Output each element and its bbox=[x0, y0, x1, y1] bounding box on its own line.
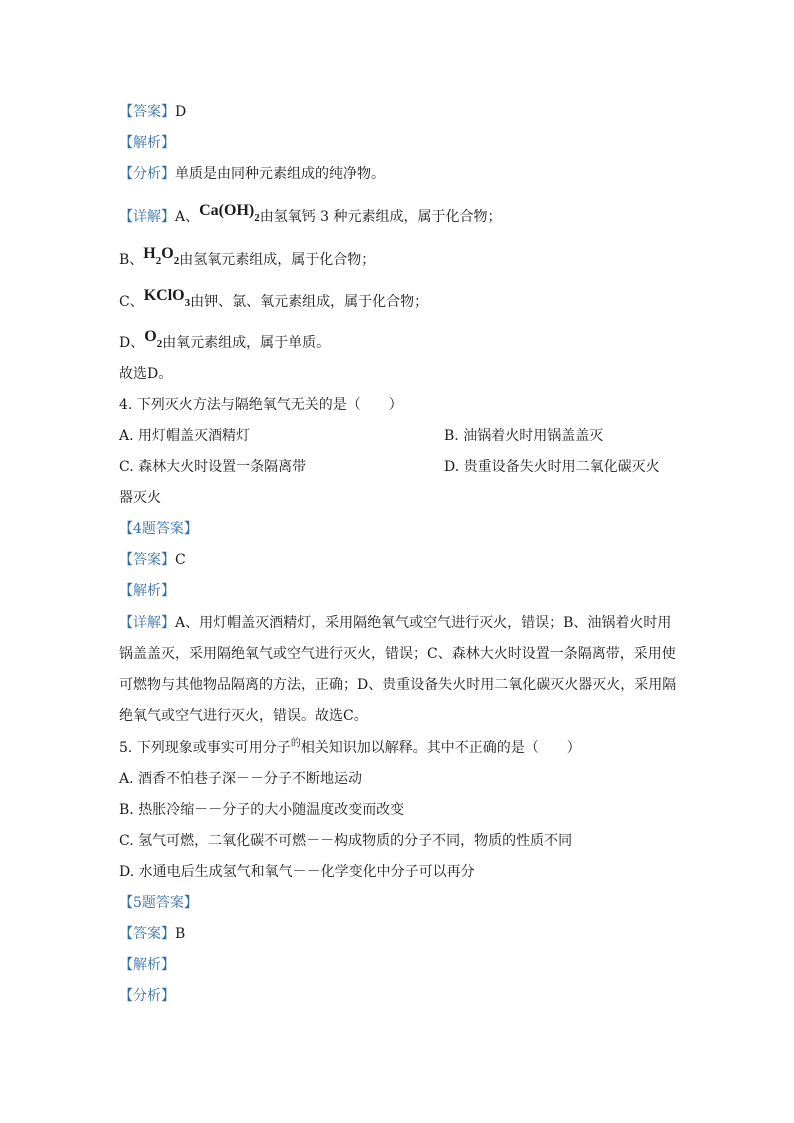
answer-tag: 【答案】 bbox=[119, 104, 175, 120]
q5-stem-sup: 的 bbox=[290, 738, 301, 749]
formula-caoh2-main: Ca(OH) bbox=[199, 202, 255, 219]
q5-stem-part2: 相关知识加以解释。其中不正确的是（ ） bbox=[300, 740, 581, 756]
option-b-text: 由氢氧元素组成，属于化合物； bbox=[179, 252, 376, 268]
q5-option-b: B. 热胀冷缩－－分子的大小随温度改变而改变 bbox=[119, 802, 405, 818]
q4-detail-text-1: A、用灯帽盖灭酒精灯，采用隔绝氧气或空气进行灭火，错误；B、油锅着火时用 bbox=[175, 615, 672, 631]
formula-h2o2-h: H bbox=[143, 245, 156, 262]
q4-analysis-heading bbox=[119, 581, 175, 601]
formula-caoh2-sub: 2 bbox=[254, 212, 260, 225]
analysis-tag: 【解析】 bbox=[119, 135, 175, 151]
q5-option-a: A. 酒香不怕巷子深－－分子不断地运动 bbox=[119, 771, 363, 787]
q4-option-d-cont: 器灭火 bbox=[119, 490, 161, 506]
q5-answer-header bbox=[119, 893, 198, 913]
q4-detail-line-1 bbox=[119, 613, 671, 633]
q4-answer-header-tag: 【4题答案】 bbox=[119, 521, 198, 537]
q5-answer-line bbox=[119, 924, 185, 944]
option-c-text: 由钾、氯、氧元素组成，属于化合物； bbox=[190, 294, 429, 310]
q5-fenxi-tag: 【分析】 bbox=[119, 988, 175, 1004]
q5-analysis-tag: 【解析】 bbox=[119, 957, 175, 973]
option-b-prefix: B、 bbox=[119, 252, 144, 268]
fenxi-text: 单质是由同种元素组成的纯净物。 bbox=[175, 166, 385, 182]
option-a-prefix: A、 bbox=[175, 209, 200, 225]
q4-detail-tag: 【详解】 bbox=[119, 615, 175, 631]
q4-stem: 4. 下列灭火方法与隔绝氧气无关的是（ ） bbox=[119, 397, 403, 413]
formula-h2o2-sub2: 2 bbox=[173, 255, 180, 268]
q4-option-c: C. 森林大火时设置一条隔离带 bbox=[119, 459, 307, 475]
q4-analysis-tag: 【解析】 bbox=[119, 583, 175, 599]
fenxi-tag: 【分析】 bbox=[119, 166, 175, 182]
q4-detail-line-2: 锅盖盖灭，采用隔绝氧气或空气进行灭火，错误；C、森林大火时设置一条隔离带，采用使 bbox=[119, 646, 676, 662]
q5-answer-tag: 【答案】 bbox=[119, 926, 175, 942]
formula-o2-sub: 2 bbox=[156, 338, 163, 351]
q5-stem-part1: 5. 下列现象或事实可用分子 bbox=[119, 740, 291, 756]
q5-answer-value: B bbox=[175, 926, 186, 942]
q5-answer-header-tag: 【5题答案】 bbox=[119, 895, 198, 911]
q4-answer-header bbox=[119, 519, 198, 539]
formula-o2-main: O bbox=[144, 328, 157, 345]
formula-h2o2 bbox=[143, 245, 180, 268]
q4-answer-line bbox=[119, 550, 186, 570]
q5-option-c: C. 氢气可燃，二氧化碳不可燃－－构成物质的分子不同，物质的性质不同 bbox=[119, 833, 573, 849]
q5-option-d: D. 水通电后生成氢气和氧气－－化学变化中分子可以再分 bbox=[119, 864, 475, 880]
detail-line-c bbox=[119, 287, 429, 317]
formula-o2 bbox=[144, 328, 163, 351]
q4-option-a: A. 用灯帽盖灭酒精灯 bbox=[119, 428, 251, 444]
formula-h2o2-sub1: 2 bbox=[155, 255, 162, 268]
detail-line-b bbox=[119, 245, 376, 275]
answer-value: D bbox=[175, 104, 187, 120]
option-a-text: 由氢氧钙 3 种元素组成，属于化合物； bbox=[259, 209, 502, 225]
option-d-prefix: D、 bbox=[119, 335, 145, 351]
formula-caoh2 bbox=[199, 202, 260, 225]
q5-analysis-heading bbox=[119, 955, 175, 975]
detail-line-d bbox=[119, 328, 331, 358]
option-d-text: 由氧元素组成，属于单质。 bbox=[162, 335, 331, 351]
q4-answer-tag: 【答案】 bbox=[119, 552, 175, 568]
q4-detail-line-3: 可燃物与其他物品隔离的方法，正确；D、贵重设备失火时用二氧化碳灭火器灭火，采用隔 bbox=[119, 677, 677, 693]
q5-stem bbox=[119, 738, 581, 760]
detail-line-a bbox=[119, 202, 502, 232]
q4-option-d: D. 贵重设备失火时用二氧化碳灭火 bbox=[444, 459, 660, 475]
formula-kclo3-main: KClO bbox=[143, 287, 185, 304]
analysis-heading-1 bbox=[119, 133, 175, 153]
q4-detail-line-4: 绝氧气或空气进行灭火，错误。故选C。 bbox=[119, 708, 368, 724]
formula-kclo3 bbox=[143, 287, 191, 310]
option-c-prefix: C、 bbox=[119, 294, 144, 310]
conclusion-1: 故选D。 bbox=[119, 366, 173, 382]
detail-tag: 【详解】 bbox=[119, 209, 175, 225]
answer-line-1 bbox=[119, 102, 186, 122]
q4-answer-value: C bbox=[175, 552, 186, 568]
formula-h2o2-o: O bbox=[161, 245, 174, 262]
formula-kclo3-sub: 3 bbox=[184, 297, 191, 310]
fenxi-line-1 bbox=[119, 164, 385, 184]
q5-fenxi-heading bbox=[119, 986, 175, 1006]
q4-option-b: B. 油锅着火时用锅盖盖灭 bbox=[444, 428, 604, 444]
